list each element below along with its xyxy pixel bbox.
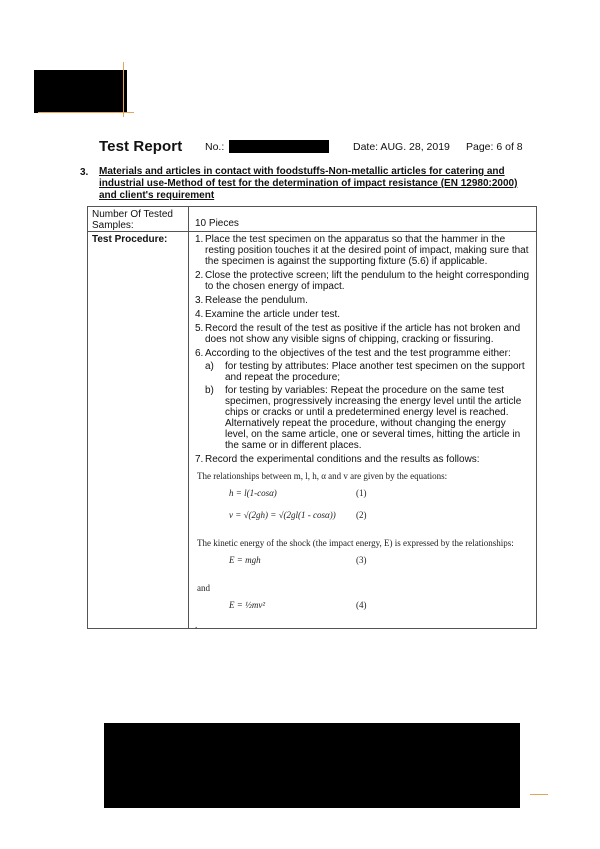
list-item: 6. According to the objectives of the test and the test programme either: a) for testing by attributes: Place another test specimen on the support and repeat the procedure; b) for testing by variables: Repeat the procedure on the same test specimen, progressively increasing the energy level until the article chips or cracks or until a predetermined energy level is reached. Alternatively repeat the procedure, without changing the energy level, on the same article, one or several times, hitting the article in the same or in different places.	[195, 348, 530, 451]
section-title: Materials and articles in contact with foodstuffs-Non-metallic articles for catering and industrial use-Method of test for the determination of impact resistance (EN 12980:2000) and client's requirement	[99, 166, 518, 201]
equation-block	[197, 471, 530, 628]
samples-value: 10 Pieces	[195, 218, 239, 229]
footer-line	[530, 794, 548, 795]
kinetic-energy-text: The kinetic energy of the shock (the impact energy, E) is expressed by the relationships:	[197, 538, 514, 548]
report-number-label: No.:	[205, 141, 225, 153]
page-indicator: Page: 6 of 8	[466, 141, 523, 153]
list-item: 3. Release the pendulum.	[195, 295, 308, 306]
corner-line-horizontal	[38, 112, 134, 113]
list-item: 2. Close the protective screen; lift the pendulum to the height corresponding to the chosen energy of impact.	[195, 270, 530, 292]
redacted-report-number	[229, 140, 329, 153]
sub-item: b) for testing by variables: Repeat the procedure on the same test specimen, progressively increasing the energy level until the article chips or cracks or until a predetermined energy level is reached. Alternatively repeat the procedure, without changing the energy level, on the same article, one or several times, hitting the article in the same or in different places.	[205, 385, 522, 451]
equation-3: E = mgh (3)	[229, 555, 367, 565]
corner-line-vertical	[123, 62, 124, 117]
report-header	[99, 138, 539, 158]
procedure-cell	[189, 232, 537, 629]
redacted-logo	[34, 70, 127, 113]
equation-4: E = ½mv² (4)	[229, 600, 367, 610]
list-item: 1. Place the test specimen on the apparatus so that the hammer in the resting position touches it at the desired point of impact, making sure that the specimen is against the supporting fixture (5.6) if applicable.	[195, 234, 529, 267]
equation-2: v = √(2gh) = √(2gl(1 - cosα)) (2)	[229, 510, 367, 520]
table-row	[88, 232, 537, 629]
list-item: 5. Record the result of the test as positive if the article has not broken and does not show any visible signs of chipping, cracking or fissuring.	[195, 323, 521, 345]
report-title: Test Report	[99, 138, 183, 155]
table-row	[88, 207, 537, 232]
redacted-footer	[104, 723, 520, 808]
samples-label: Number Of Tested Samples:	[88, 207, 189, 232]
section-number: 3.	[80, 167, 89, 178]
samples-value-cell	[189, 207, 537, 232]
test-table	[87, 206, 537, 629]
list-item: 4. Examine the article under test.	[195, 309, 341, 320]
trailing-dot: .	[195, 620, 198, 630]
equation-intro: The relationships between m, l, h, α and v are given by the equations:	[197, 471, 448, 481]
procedure-label: Test Procedure:	[88, 232, 189, 629]
report-date: Date: AUG. 28, 2019	[353, 141, 450, 153]
equation-1: h = l(1-cosα) (1)	[229, 488, 367, 498]
sub-item: a) for testing by attributes: Place another test specimen on the support and repeat the procedure;	[205, 361, 525, 383]
procedure-steps	[195, 234, 530, 465]
list-item: 7. Record the experimental conditions and the results as follows:	[195, 454, 480, 465]
and-text: and	[197, 583, 210, 593]
